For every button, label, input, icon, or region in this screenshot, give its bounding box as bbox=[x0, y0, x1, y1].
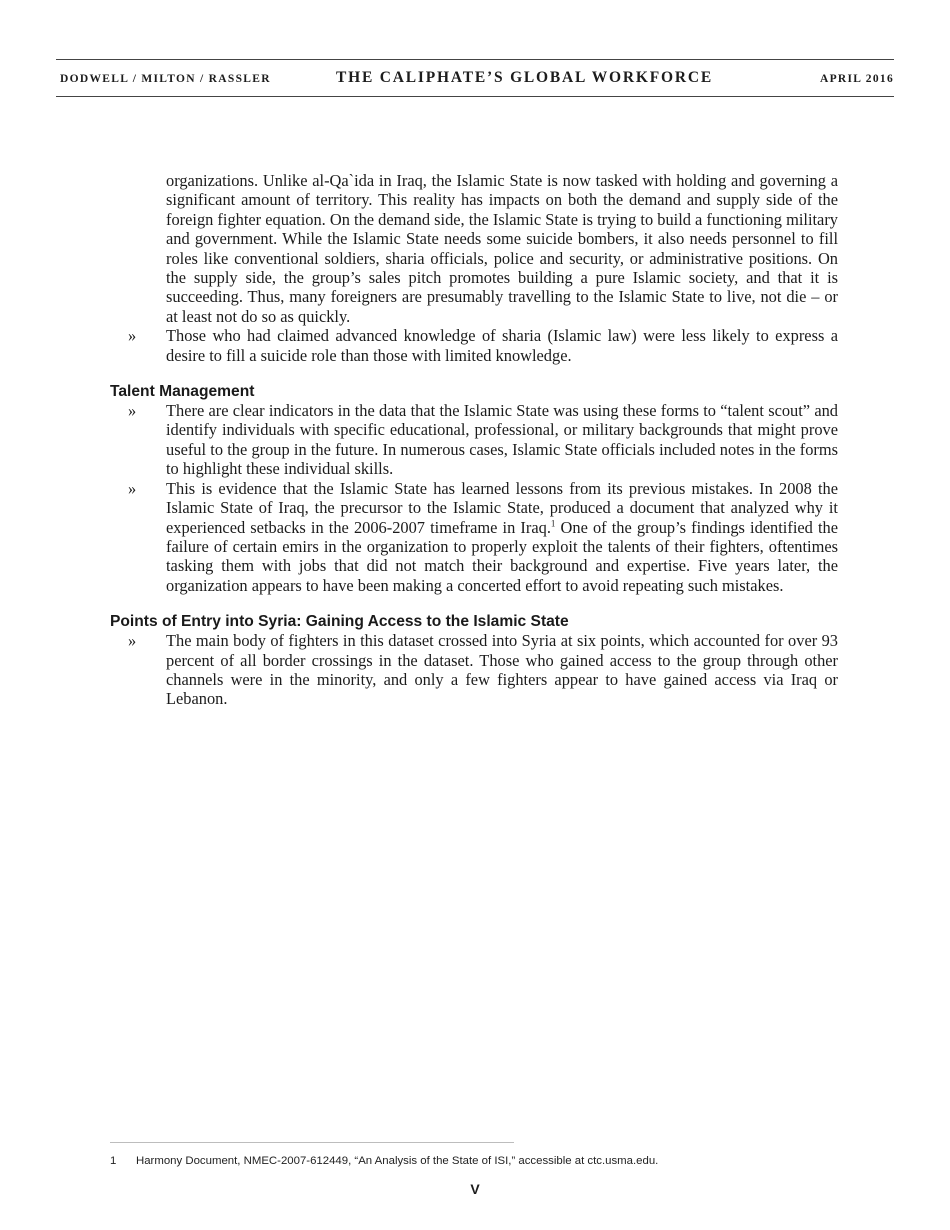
header-date: APRIL 2016 bbox=[819, 73, 894, 85]
footnote-reference[interactable]: 1 bbox=[550, 518, 556, 529]
list-item bbox=[110, 631, 838, 709]
bullet-text: The main body of fighters in this dataset crossed into Syria at six points, which accounted for over 93 percent of all border crossings in the dataset. Those who gained access to the group through other channels were in the minority, and only a few fighters appear to have gained access via Iraq or Lebanon. bbox=[166, 631, 838, 709]
bullet-text: There are clear indicators in the data that the Islamic State was using these forms to “talent scout” and identify individuals with specific educational, professional, or military backgrounds that might prove useful to the group in the future. In numerous cases, Islamic State officials included notes in the forms to highlight these individual skills. bbox=[166, 401, 838, 479]
header-title: THE CALIPHATE’S GLOBAL WORKFORCE bbox=[336, 69, 713, 86]
section-heading-points-of-entry: Points of Entry into Syria: Gaining Access to the Islamic State bbox=[110, 613, 569, 631]
bullet-marker: » bbox=[128, 631, 137, 651]
bullet-marker: » bbox=[128, 401, 137, 421]
main-content bbox=[110, 171, 838, 709]
bullet-text-part: This is evidence that the Islamic State has learned lessons from its previous mistakes. In 2008 the Islamic State of Iraq, the precursor to the Islamic State, produced a document that analyzed why it experienced setbacks in the 2006-2007 timeframe in Iraq. bbox=[166, 478, 838, 537]
bullet-marker: » bbox=[128, 326, 137, 346]
bullet-text bbox=[166, 479, 838, 595]
list-item bbox=[110, 326, 838, 365]
footnote bbox=[110, 1155, 658, 1167]
bullet-text: Those who had claimed advanced knowledge of sharia (Islamic law) were less likely to express a desire to fill a suicide role than those with limited knowledge. bbox=[166, 326, 838, 365]
page-number: V bbox=[470, 1181, 480, 1197]
running-header bbox=[56, 59, 894, 97]
footnote-text: Harmony Document, NMEC-2007-612449, “An Analysis of the State of ISI,” accessible at ctc.usma.edu. bbox=[136, 1155, 659, 1167]
intro-paragraph: organizations. Unlike al-Qa`ida in Iraq, the Islamic State is now tasked with holding and governing a significant amount of territory. This reality has impacts on both the demand and supply side of the foreign fighter equation. On the demand side, the Islamic State is trying to build a functioning military and government. While the Islamic State needs some suicide bombers, it also needs personnel to fill roles like conventional soldiers, sharia officials, police and security, or administrative positions. On the supply side, the group’s sales pitch promotes building a pure Islamic society, and that it is succeeding. Thus, many foreigners are presumably travelling to the Islamic State to live, not die – or at least not do so as quickly. bbox=[166, 171, 838, 326]
bullet-marker: » bbox=[128, 478, 137, 498]
bullet-text-part: One of the group’s findings identified the failure of certain emirs in the organization to properly exploit the talents of their fighters, oftentimes tasking them with jobs that did not match their background and expertise. Five years later, the organization appears to have been making a concerted effort to avoid repeating such mistakes. bbox=[166, 517, 838, 595]
section-heading-talent-management: Talent Management bbox=[110, 383, 255, 401]
header-authors: DODWELL / MILTON / RASSLER bbox=[60, 73, 271, 85]
footnote-divider bbox=[110, 1142, 514, 1143]
list-item bbox=[110, 479, 838, 595]
footnote-number: 1 bbox=[110, 1155, 117, 1167]
list-item bbox=[110, 401, 838, 479]
